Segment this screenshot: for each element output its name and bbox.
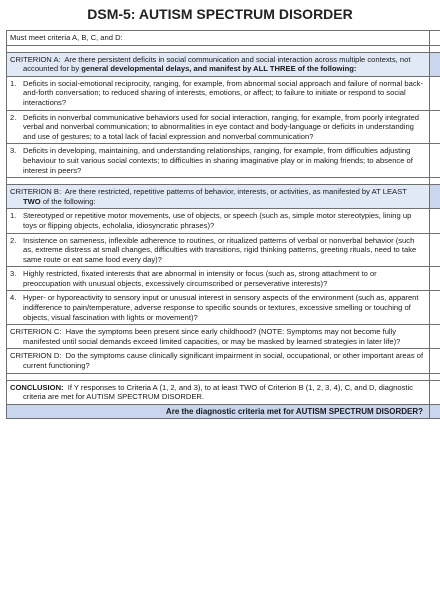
criterion-b-label: CRITERION B: (10, 187, 62, 197)
criterion-d-response[interactable] (430, 349, 440, 373)
criterion-a-item-3-response[interactable] (430, 144, 440, 178)
criterion-b-item-2: 2. Insistence on sameness, inflexible adherence to routines, or ritualized patterns of verbal or nonverbal behavior (such as, extreme distress at small changes, difficulties with transitions, rigid thinking patterns, greeting rituals, need to take same route or eat same food every day)? (7, 233, 440, 267)
criterion-b-item-4-response[interactable] (430, 291, 440, 325)
criterion-a-item-3: 3. Deficits in developing, maintaining, and understanding relationships, ranging, for example, from difficulties adjusting behaviour to suit various social contexts; to difficulties in sharing imaginative play or in making friends; to absence of interest in peers? (7, 144, 440, 178)
criterion-b-item-1: 1. Stereotyped or repetitive motor movements, use of objects, or speech (such as, simple motor stereotypies, lining up toys or flipping objects, echolalia, idiosyncratic phrases)? (7, 209, 440, 233)
criterion-b-text-end: of the following: (40, 196, 96, 206)
final-question: Are the diagnostic criteria met for AUTISM SPECTRUM DISORDER? (7, 404, 430, 419)
criterion-b-item-4-text: Hyper- or hyporeactivity to sensory input or unusual interest in sensory aspects of the environment (such as, apparent indifference to pain/temperature, adverse response to specific sounds or textures, excessive smelling or touching of objects, visual fascination with lights or movement)? (23, 293, 419, 322)
criterion-a-response-cell[interactable] (430, 52, 440, 76)
page-title: DSM-5: AUTISM SPECTRUM DISORDER (87, 6, 353, 22)
criterion-a-heading (7, 52, 430, 76)
intro-text: Must meet criteria A, B, C, and D: (7, 31, 430, 46)
criterion-c-text: Have the symptoms been present since early childhood? (NOTE: Symptoms may not become fully manifested until social demands exceed limited capacities, or may be masked by learned strategies in later life)? (23, 327, 401, 346)
criterion-b-item-1-response[interactable] (430, 209, 440, 233)
criterion-c-response[interactable] (430, 325, 440, 349)
criterion-a-item-1: 1. Deficits in social-emotional reciprocity, ranging, for example, from abnormal social approach and failure of normal back-and-forth conversation; to reduced sharing of interests, emotions, or affect; to failure to initiate or respond to social interactions? (7, 76, 440, 110)
criterion-c-label: CRITERION C: (10, 327, 62, 337)
criterion-b-item-1-text: Stereotyped or repetitive motor movements, use of objects, or speech (such as, simple motor stereotypies, lining up toys or flipping objects, echolalia, idiosyncratic phrases)? (23, 211, 412, 230)
criterion-a-row (7, 52, 440, 76)
criterion-b-bold: TWO (23, 196, 41, 206)
criterion-b-row (7, 185, 440, 209)
criterion-b-item-3-text: Highly restricted, fixated interests that are abnormal in intensity or focus (such as, strong attachment to or preoccupation with unusual objects, excessively circumscribed or perseverative interests)? (23, 269, 377, 288)
criterion-a-item-2-response[interactable] (430, 110, 440, 144)
criterion-b-item-4: 4. Hyper- or hyporeactivity to sensory input or unusual interest in sensory aspects of the environment (such as, apparent indifference to pain/temperature, adverse response to specific sounds or textures, excessive smelling or touching of objects, visual fascination with lights or movement)? (7, 291, 440, 325)
criterion-a-label: CRITERION A: (10, 54, 61, 64)
criterion-a-item-3-text: Deficits in developing, maintaining, and understanding relationships, ranging, for example, from difficulties adjusting behaviour to suit various social contexts; to difficulties in sharing imaginative play or in making friends; to absence of interest in peers? (23, 146, 413, 175)
criterion-b-response-cell[interactable] (430, 185, 440, 209)
conclusion-label: CONCLUSION: (10, 382, 64, 392)
criterion-b-item-2-response[interactable] (430, 233, 440, 267)
criterion-b-heading (7, 185, 430, 209)
criterion-d-label: CRITERION D: (10, 351, 62, 361)
criterion-b-item-3: 3. Highly restricted, fixated interests that are abnormal in intensity or focus (such as, strong attachment to or preoccupation with unusual objects, excessively circumscribed or perseverative interests)? (7, 267, 440, 291)
criterion-a-bold: general developmental delays, and manifest by ALL THREE of the following: (81, 64, 357, 74)
intro-row (7, 31, 440, 46)
conclusion-row (7, 380, 440, 404)
criteria-table (6, 30, 440, 419)
response-cell[interactable] (430, 31, 440, 46)
criterion-a-item-2-text: Deficits in nonverbal communicative behaviors used for social interaction, ranging, for example, from poorly integrated verbal and nonverbal communication; to abnormalities in eye contact and body-language or deficits in understanding and use of gestures; to a total lack of facial expression and nonverbal communication? (23, 112, 419, 141)
conclusion-response (430, 380, 440, 404)
criterion-a-item-1-text: Deficits in social-emotional reciprocity, ranging, for example, from abnormal social approach and failure of normal back-and-forth conversation; to reduced sharing of interests, emotions, or affect; to failure to initiate or respond to social interactions? (23, 78, 423, 107)
criterion-a-item-1-response[interactable] (430, 76, 440, 110)
criterion-b-text: Are there restricted, repetitive patterns of behavior, interests, or activities, as manifested by AT LEAST (64, 187, 407, 197)
criterion-a-item-2: 2. Deficits in nonverbal communicative behaviors used for social interaction, ranging, for example, from poorly integrated verbal and nonverbal communication; to abnormalities in eye contact and body-language or deficits in understanding and use of gestures; to a total lack of facial expression and nonverbal communication? (7, 110, 440, 144)
criterion-d-text: Do the symptoms cause clinically significant impairment in social, occupational, or other important areas of current functioning? (23, 351, 424, 371)
criterion-b-item-2-text: Insistence on sameness, inflexible adherence to routines, or ritualized patterns of verbal or nonverbal behavior (such as, extreme distress at small changes, difficulties with transitions, rigid thinking patterns, greeting rituals, need to take same route or eat same food every day)? (23, 235, 417, 264)
criterion-d-row (7, 349, 440, 373)
criterion-a-text: Are there persistent deficits in social communication and social interaction across multiple contexts, not accounted for by (23, 54, 411, 74)
final-answer-cell[interactable] (430, 404, 440, 419)
final-question-row (7, 404, 440, 419)
conclusion-text: If Y responses to Criteria A (1, 2, and 3), to at least TWO of Criterion B (1, 2, 3, 4), C, and D, diagnostic criteria are met for AUTISM SPECTRUM DISORDER. (23, 382, 413, 402)
criterion-c-row (7, 325, 440, 349)
criterion-b-item-3-response[interactable] (430, 267, 440, 291)
